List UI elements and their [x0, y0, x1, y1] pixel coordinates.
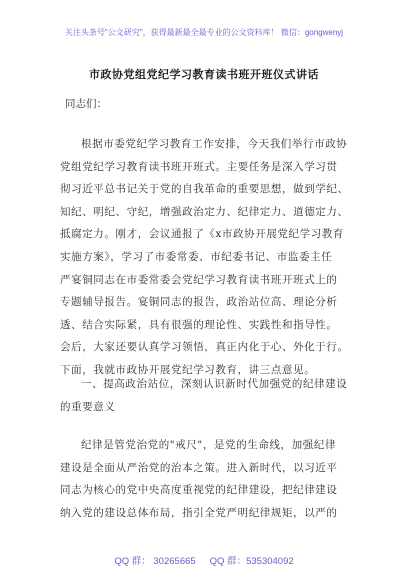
qq-group-2: QQ 群：535304092 [209, 556, 294, 567]
text-line: 专题辅导报告。宴铜同志的报告，政治站位高、理论分析 [60, 296, 338, 309]
text-line: 根据市委党纪学习教育工作安排，今天我们举行市政协 [81, 138, 348, 150]
text-line: 严宴铜同志在市委常委会党纪学习教育读书班开班式上的 [60, 273, 338, 286]
text-line: 下面，我就市政协开展党纪学习教育，讲三点意见。 [60, 363, 316, 376]
text-line: 建设是全面从严治党的治本之策。进入新时代，以习近平 [60, 461, 338, 474]
document-title: 市政协党组党纪学习教育读书班开班仪式讲话 [89, 68, 319, 81]
footer-contacts [0, 556, 408, 568]
paragraph-1 [60, 133, 356, 382]
text-line: 的重要意义 [60, 400, 116, 413]
text-line: 彻习近平总书记关于党的自我革命的重要思想，做到学纪、 [60, 183, 349, 196]
text-line: 纳入党的建设总体布局，指引全党严明纪律规矩，以严的 [60, 506, 338, 519]
text-line: 同志为核心的党中央高度重视党的纪律建设，把纪律建设 [60, 484, 338, 497]
text-line: 知纪、明纪、守纪，增强政治定力、纪律定力、道德定力、 [60, 205, 349, 218]
text-line: 实施方案》，学习了市委常委、市纪委书记、市监委主任 [60, 250, 333, 263]
section-heading-1 [60, 373, 356, 418]
text-line: 纪律是管党治党的"戒尺"，是党的生命线，加强纪律 [81, 439, 337, 451]
qq-group-1: QQ 群： 30265665 [114, 556, 196, 567]
text-line: 党组党纪学习教育读书班开班式。主要任务是深入学习贯 [60, 160, 338, 173]
text-line: 抵腐定力。刚才，会议通报了《x市政协开展党纪学习教育 [60, 228, 345, 241]
text-line: 透、结合实际紧，具有很强的理论性、实践性和指导性。 [60, 318, 338, 331]
text-line: 一、提高政治站位，深刻认识新时代加强党的纪律建设 [81, 378, 348, 390]
header-banner: 关注头条号"公文研究"，获得最新最全最专业的公文资料库！ 微信：gongwenyj [64, 28, 344, 37]
paragraph-2 [60, 434, 356, 524]
text-line: 会后，大家还要认真学习领悟，真正内化于心、外化于行。 [60, 341, 349, 354]
salutation: 同志们： [65, 98, 107, 110]
